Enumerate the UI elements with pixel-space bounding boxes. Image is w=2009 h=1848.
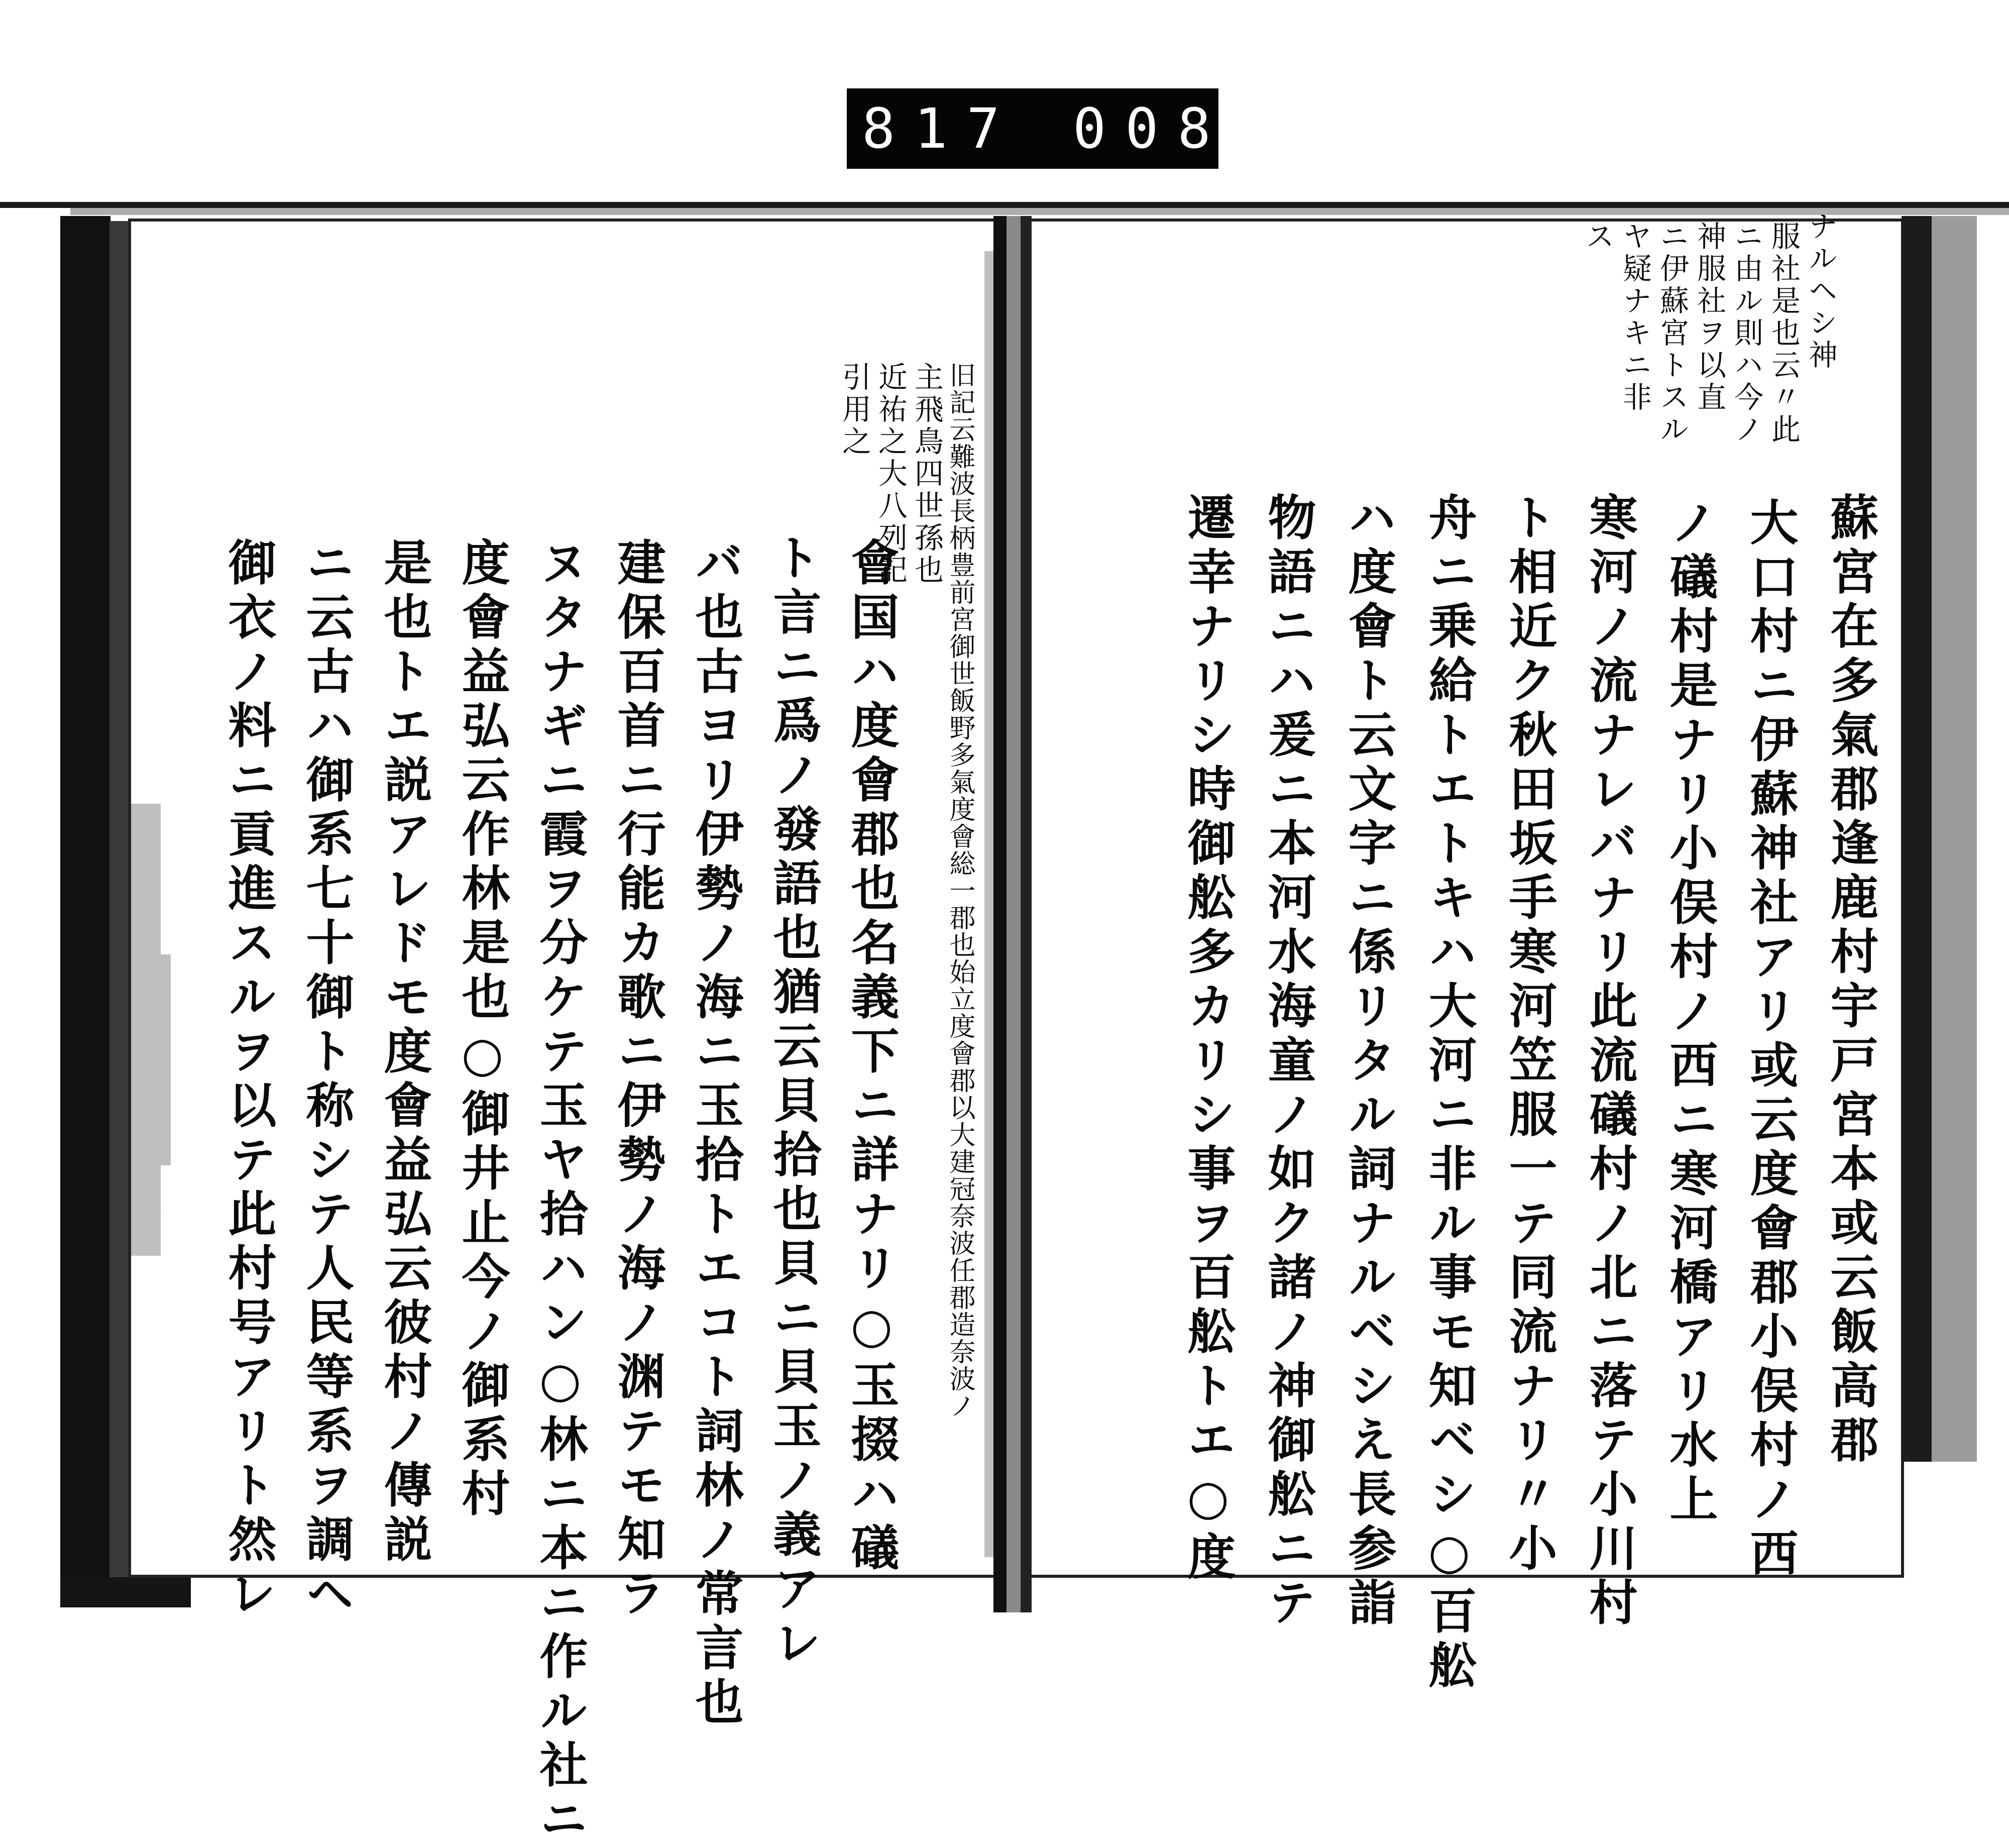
note-column: ス	[1581, 221, 1615, 253]
top-rule-shadow	[70, 208, 2009, 215]
note-column: 神服社ヲ以直	[1692, 221, 1726, 414]
right-cover-outer	[1932, 216, 1977, 1462]
main-text-column: 會国ハ度會郡也名義下ニ詳ナリ○玉掇ハ礒	[843, 537, 900, 1577]
catalog-number-left: 817	[862, 96, 1019, 161]
spine-gap	[1007, 216, 1021, 1612]
main-text-column: ト相近ク秋田坂手寒河笠服一テ同流ナリ〃小	[1501, 492, 1558, 1577]
main-text-column: 度會益弘云作林是也○御井止今ノ御系村	[454, 537, 511, 1523]
main-text-column: ヌタナギニ霞ヲ分ケテ玉ヤ拾ハン○林ニ本ニ作ル社ニ	[532, 537, 589, 1848]
main-text-column: 大口村ニ伊蘇神社アリ或云度會郡小俣村ノ西	[1742, 497, 1799, 1582]
main-text-column: 舟ニ乗給トエトキハ大河ニ非ル事モ知ベシ○百舩	[1421, 492, 1478, 1694]
main-text-column: ハ度會ト云文字ニ係リタル詞ナルベシえ長参詣	[1341, 492, 1397, 1632]
left-page	[131, 221, 994, 1848]
spine-left	[993, 216, 1007, 1612]
main-text-column: 御衣ノ料ニ貢進スルヲ以テ此村号アリト然レ	[220, 537, 277, 1622]
left-cover-inner	[109, 221, 130, 1597]
main-text-column: 物語ニハ爰ニ本河水海童ノ如ク諸ノ神御舩ニテ	[1260, 492, 1317, 1632]
catalog-number-right: 008	[1073, 96, 1230, 161]
main-text-column: ト言ニ爲ノ發語也猶云貝拾也貝ニ貝玉ノ義アレ	[765, 532, 822, 1672]
main-text-column: 寒河ノ流ナレバナリ此流礒村ノ北ニ落テ小川村	[1582, 492, 1638, 1632]
catalog-number-plate	[847, 88, 1230, 169]
note-column: ニ由ル則ハ今ノ	[1729, 221, 1763, 446]
main-text-column: ニ云古ハ御系七十御ト称シテ人民等系ヲ調ヘ	[298, 537, 355, 1622]
note-column: ヤ疑ナキニ非	[1618, 221, 1652, 414]
top-rule	[0, 202, 2009, 208]
note-column: 引用之	[837, 362, 871, 458]
note-column: 主飛鳥四世孫也	[910, 362, 944, 587]
main-text-column: 建保百首ニ行能カ歌ニ伊勢ノ海ノ渊テモ知ラ	[610, 537, 666, 1622]
main-text-column: バ也古ヨリ伊勢ノ海ニ玉拾トエコト詞林ノ常言也	[688, 537, 744, 1731]
main-text-column: ノ礒村是ナリ小俣村ノ西ニ寒河橋アリ水上	[1662, 497, 1719, 1528]
note-column: ニ伊蘇宮トスル	[1655, 221, 1689, 446]
note-column: 近祐之大八列記	[873, 362, 908, 587]
bottom-left-cover	[60, 1577, 191, 1607]
main-text-column: 蘇宮在多氣郡逢鹿村宇戸宮本或云飯高郡	[1823, 492, 1879, 1469]
left-cover-edge	[60, 216, 110, 1602]
right-page	[1030, 211, 1893, 1694]
right-cover-edge	[1902, 216, 1932, 1462]
main-text-column: 遷幸ナリシ時御舩多カリシ事ヲ百舩トエ○度	[1180, 492, 1237, 1586]
note-column: 旧記云難波長柄豊前宮御世飯野多氣度會総一郡也始立度會郡以大建冠奈波任郡造奈波ノ	[945, 362, 975, 1420]
main-text-column: 是也トエ説アレドモ度會益弘云彼村ノ傳説	[376, 537, 433, 1568]
note-column: ナルヘシ神	[1804, 211, 1838, 372]
note-column: 服社是也云〃此	[1766, 221, 1801, 446]
